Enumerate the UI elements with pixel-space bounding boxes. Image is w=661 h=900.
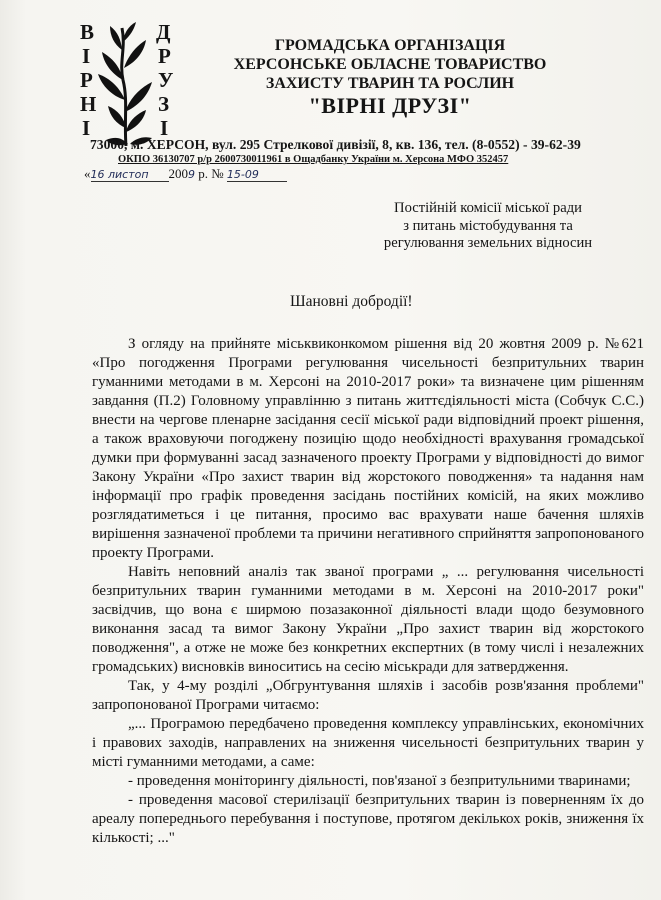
quote-item-1: - проведення моніторингу діяльності, пов'язаної з безпритульними тваринами; — [128, 773, 631, 789]
logo-letter-right-3: У — [158, 68, 175, 92]
handwritten-year: 9 — [188, 168, 195, 181]
org-line-2: ХЕРСОНСЬКЕ ОБЛАСНЕ ТОВАРИСТВО — [233, 56, 547, 73]
organization-logo — [66, 20, 186, 148]
paragraph-1: З огляду на прийняте міськвиконкомом рішення від 20 жовтня 2009 р. №621 «Про погодження Програми регулювання чисельності безпритульних тварин гуманними методами в м. Херсоні на 2010-2017 роки» та визначене цим рішенням завдання (П.2) Головному управлінню з питань життєдіяльності міста (Собчук С.С.) внести на чергове пленарне засідання сесії міської ради відповідний проект рішення, а також враховуючи погоджену позицію щодо необхідності врахування громадської думки при формуванні засад зазначеного проекту Програми у відповідності до вимог Закону України «Про захист тварин від жорстокого поводження» та надання нам інформації про графік проведення засідань постійних комісій, на яких можливо розглядатиметься і це питання, просимо вас врахувати наше бачення шляхів вирішення зазначеної проблеми та причини негативного сприйняття запропонованого проекту Програми. — [92, 336, 644, 561]
recipient-line-2: з питань містобудування та — [403, 217, 573, 234]
paragraph-3: Так, у 4-му розділі „Обгрунтування шляхів і засобів розв'язання проблеми" запропонованої Програми читаємо: — [92, 678, 644, 713]
letter-body — [92, 335, 644, 848]
logo-letter-left-3: Р — [80, 68, 94, 92]
handwritten-number: 15-09 — [227, 168, 287, 182]
handwritten-date: 16 листоп — [91, 168, 169, 182]
org-name: "ВІРНІ ДРУЗІ" — [308, 93, 472, 118]
greeting: Шановні добродії! — [290, 293, 413, 310]
recipient-line-1: Постійній комісії міської ради — [394, 200, 582, 216]
date-suffix: р. № — [198, 166, 224, 181]
recipient-block — [333, 200, 643, 253]
logo-letter-right-5: І — [160, 116, 170, 140]
logo-letter-left-5: І — [82, 116, 92, 140]
org-line-1: ГРОМАДСЬКА ОРГАНІЗАЦІЯ — [274, 37, 506, 54]
quote-item-2: - проведення масової стерилізації безпритульних тварин із поверненням їх до ареалу попереднього перебування і поступове, протягом декількох років, зниження їх кількості; ..." — [92, 792, 644, 846]
paragraph-2: Навіть неповний аналіз так званої програми „ ... регулювання чисельності безпритульних тварин гуманними методами в м. Херсоні на 2010-2017 роки" засвідчив, що вона є ширмою позазаконної діяльності влади щодо безумовного виконання засад та вимог Закону України „Про захист тварин від жорстокого поводження", а отже не може без конкретних експертних (в тому числі і незалежних громадських) висновків виноситись на сесію міськради для затвердження. — [92, 564, 644, 675]
logo-letter-right-1: Д — [156, 20, 172, 44]
org-bank-details: ОКПО 36130707 р/р 2600730011961 в Ощадбанку України м. Херсона МФО 352457 — [118, 154, 509, 165]
logo-letter-right-2: Р — [158, 44, 172, 68]
recipient-line-3: регулювання земельних відносин — [383, 235, 593, 251]
logo-letter-left-2: І — [82, 44, 92, 68]
registration-line — [84, 166, 287, 182]
date-year-prefix: 200 — [168, 166, 188, 181]
quote-intro: „... Програмою передбачено проведення комплексу управлінських, економічних і правових заходів, направлених на зниження чисельності безпритульних тварин у місті гуманними методами, а саме: — [92, 716, 644, 770]
date-open-quote: « — [84, 166, 91, 181]
org-address: 73000, м. ХЕРСОН, вул. 295 Стрелкової дивізії, 8, кв. 136, тел. (8-0552) - 39-62-39 — [90, 137, 581, 152]
logo-letter-left-4: Н — [80, 92, 98, 116]
logo-letter-left-1: В — [80, 20, 96, 44]
org-line-3: ЗАХИСТУ ТВАРИН ТА РОСЛИН — [265, 75, 515, 92]
organization-heading — [200, 36, 580, 119]
logo-letter-right-4: З — [158, 92, 171, 116]
